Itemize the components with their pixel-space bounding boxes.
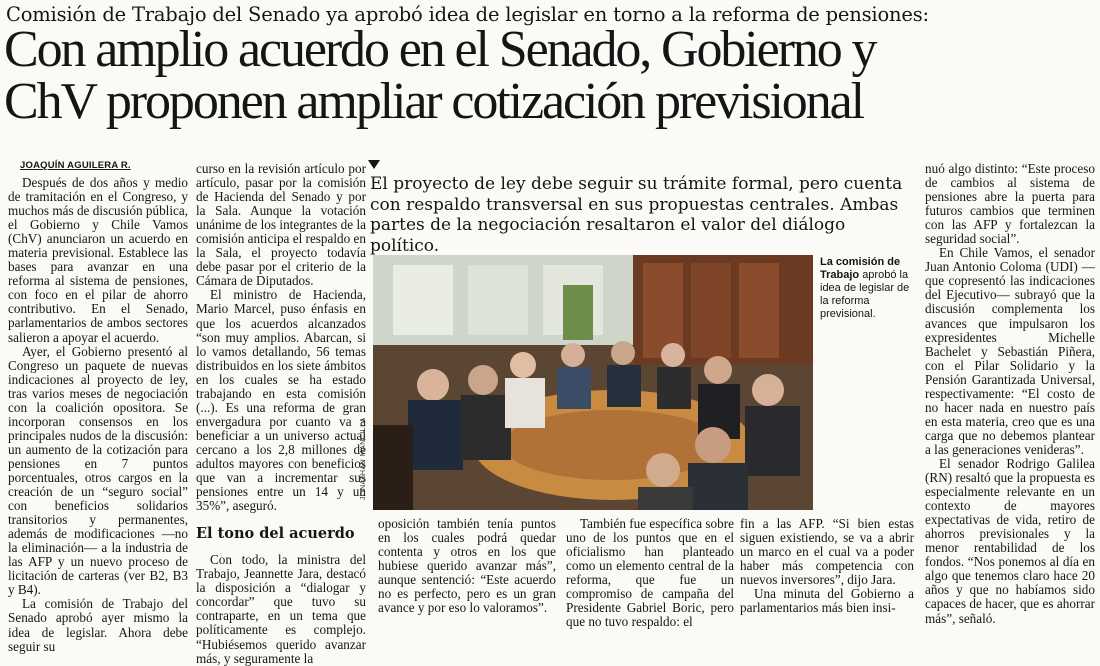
paragraph: En Chile Vamos, el senador Juan Antonio Coloma (UDI) —que copresentó las indicaciones del Ejecutivo— subrayó que la discusión complementa los avances que impulsaron los expresidentes Michelle Bachelet y Sebastián Piñera, con el Pilar Solidario y la Pensión Garantizada Universal, respectivamente: “El costo de no hacer nada en nuestro país en esta materia, creo que es una carga que no debemos plantear a las generaciones venideras”. — [925, 245, 1095, 457]
photo-credit: JONATHAN MANCILLA — [360, 417, 367, 500]
photo-senate-commission — [373, 255, 813, 510]
dek-marker-icon — [368, 160, 380, 169]
column-5-bottom — [740, 517, 914, 615]
byline: JOAQUÍN AGUILERA R. — [20, 160, 131, 171]
kicker: Comisión de Trabajo del Senado ya aprobó idea de legislar en torno a la reforma de pensiones: — [6, 3, 929, 26]
paragraph: nuó algo distinto: “Este proceso de cambios al sistema de pensiones abre la puerta para futuros cambios que terminen con las AFP y fortalezcan la seguridad social”. — [925, 161, 1095, 247]
paragraph: fin a las AFP. “Si bien estas siguen existiendo, se va a abrir un marco en el cual va a poder haber más competencia con nuevos inversores”, dijo Jara. — [740, 516, 914, 588]
paragraph: Una minuta del Gobierno a parlamentarios más bien insi- — [740, 586, 914, 616]
paragraph: Después de dos años y medio de tramitación en el Congreso, y muchos más de discusión pública, el Gobierno y Chile Vamos (ChV) anunciaron un acuerdo en materia previsional. Establece las bases para avanzar en una reforma al sistema de pensiones, con foco en el pilar de ahorro contributivo. En el Senado, parlamentarios de ambos sectores salieron a apoyar el acuerdo. — [8, 175, 188, 345]
headline-line-2: ChV proponen ampliar cotización previsional — [4, 73, 863, 130]
paragraph: El senador Rodrigo Galilea (RN) resaltó que la propuesta es especialmente relevante en un contexto de mayores expectativas de vida, retiro de ahorros previsionales y la menor rentabilidad de los fondos. “Nos ponemos al día en algo que tenemos claro hace 20 años y que no habíamos sido capaces de hacer, que es ahorrar más”, señaló. — [925, 455, 1095, 626]
subhead: El tono del acuerdo — [196, 525, 355, 543]
column-1 — [8, 176, 188, 654]
caption-text: aprobó la idea de legislar de la reforma previsional. — [820, 269, 910, 320]
column-2 — [196, 162, 366, 666]
paragraph: Ayer, el Gobierno presentó al Congreso un paquete de nuevas indicaciones al proyecto de ley, tras varios meses de negociación con la coalición opositora. Se incorporan consensos en los principales nudos de la discusión: un aumento de la cotización para pensiones en 7 puntos porcentuales, otros cargos en la creación de un “seguro social” con beneficios solidarios transitorios y permanentes, además de modificaciones —no la eliminación— a la industria de las AFP y un nuevo proceso de licitación de carteras (ver B2, B3 y B4). — [8, 343, 188, 598]
paragraph: oposición también tenía puntos en los cuales podrá quedar contenta y otros en los que hubiese querido avanzar más”, aunque sentenció: “Este acuerdo no es perfecto, pero es un gran avance y por eso lo valoramos”. — [378, 516, 556, 616]
dek: El proyecto de ley debe seguir su trámite formal, pero cuenta con respaldo transversal en sus propuestas centrales. Ambas partes de la negociación resaltaron el valor del diálogo político. — [370, 174, 903, 256]
paragraph: El ministro de Hacienda, Mario Marcel, puso énfasis en que los acuerdos alcanzados “son muy amplios. Abarcan, si lo vamos detallando, 56 temas distribuidos en los siete ámbitos en los cuales se ha estado trabajando en esta comisión (...). Es una reforma de gran envergadura por cuanto va a beneficiar a un universo actual cercano a los 2,8 millones de adultos mayores con beneficios que van a incrementar sus pensiones entre un 14 y un 35%”, aseguró. — [196, 287, 366, 514]
photo-illustration — [373, 255, 813, 510]
column-4-bottom — [566, 517, 734, 629]
paragraph: curso en la revisión artículo por artículo, pasar por la comisión de Hacienda del Senado y por la Sala. Aunque la votación unánime de los integrantes de la comisión anticipa el respaldo en la Sala, el proyecto todavía debe pasar por el criterio de la Cámara de Diputados. — [196, 161, 366, 289]
caption-bold: La comisión de Trabajo — [820, 256, 901, 281]
paragraph: También fue específica sobre uno de los puntos que en el oficialismo han planteado como un elemento central de la reforma, que fue un compromiso de campaña del Presidente Gabriel Boric, pero que no tuvo respaldo: el — [566, 516, 734, 630]
headline — [4, 21, 1098, 130]
column-6 — [925, 162, 1095, 626]
photo-caption — [820, 256, 910, 321]
paragraph: La comisión de Trabajo del Senado aprobó ayer mismo la idea de legislar. Ahora debe seguir su — [8, 596, 188, 654]
paragraph: Con todo, la ministra del Trabajo, Jeannette Jara, destacó la disposición a “dialogar y concordar” que tuvo su contraparte, en un tema que políticamente es complejo. “Hubiésemos querido avanzar más, y seguramente la — [196, 552, 366, 666]
headline-line-1: Con amplio acuerdo en el Senado, Gobierno y — [4, 21, 876, 78]
column-3-bottom — [378, 517, 556, 615]
